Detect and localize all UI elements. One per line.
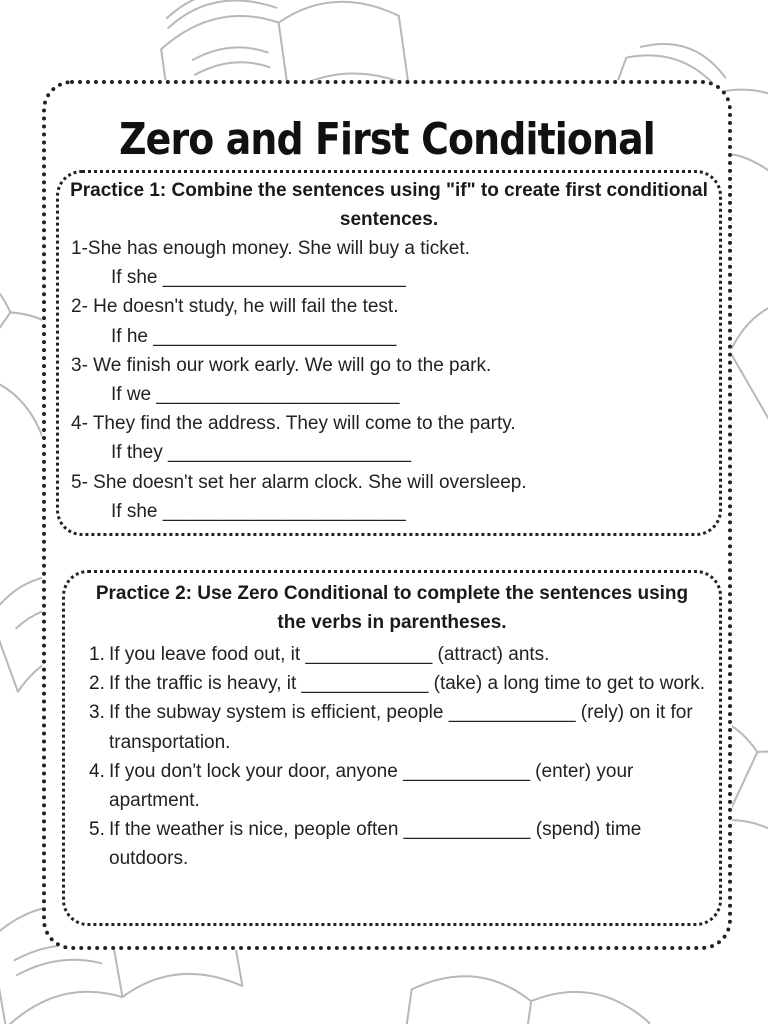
practice-2-item — [89, 669, 719, 698]
practice-1-box — [56, 170, 722, 536]
practice-1-sentence: 2- He doesn't study, he will fail the test. — [71, 296, 399, 318]
practice-1-answer-line[interactable]: If we _______________________ — [111, 384, 400, 406]
worksheet-title: Zero and First Conditional — [119, 114, 655, 165]
practice-2-heading: Practice 2: Use Zero Conditional to complete the sentences using the verbs in parentheses. — [95, 583, 689, 633]
practice-1-answer-line[interactable]: If she _______________________ — [111, 500, 406, 522]
item-text[interactable]: If the traffic is heavy, it ____________ (take) a long time to get to work. — [109, 673, 706, 695]
practice-1-sentence: 1-She has enough money. She will buy a ticket. — [71, 238, 470, 259]
practice-1-answer-line[interactable]: If he _______________________ — [111, 325, 397, 347]
practice-1-answer-line[interactable]: If she _______________________ — [111, 267, 406, 289]
practice-2-item — [89, 640, 719, 669]
item-text[interactable]: If the subway system is efficient, people ____________ (rely) on it for transportation. — [109, 702, 693, 753]
item-number: 3. — [89, 702, 105, 724]
practice-1-sentence: 4- They find the address. They will come to the party. — [71, 413, 516, 435]
book-sketch-icon — [399, 968, 652, 1024]
item-text[interactable]: If you don't lock your door, anyone ____________ (enter) your apartment. — [109, 760, 634, 812]
practice-2-item — [89, 698, 719, 756]
practice-1-answer-line[interactable]: If they _______________________ — [111, 442, 412, 464]
item-number: 2. — [89, 673, 105, 695]
practice-1-heading: Practice 1: Combine the sentences using "if" to create first conditional sentences. — [70, 180, 708, 230]
practice-2-item — [89, 757, 719, 815]
worksheet-card — [42, 80, 732, 950]
practice-1-list — [59, 234, 719, 526]
practice-1-sentence: 3- We finish our work early. We will go to the park. — [71, 354, 492, 376]
practice-2-item — [89, 815, 719, 873]
item-number: 4. — [89, 760, 105, 782]
practice-1-sentence: 5- She doesn't set her alarm clock. She will oversleep. — [71, 471, 527, 493]
item-number: 5. — [89, 819, 105, 841]
practice-2-list — [65, 640, 719, 874]
item-text[interactable]: If you leave food out, it ____________ (attract) ants. — [109, 644, 550, 665]
practice-2-box — [62, 570, 722, 926]
item-number: 1. — [89, 644, 105, 665]
item-text[interactable]: If the weather is nice, people often ____________ (spend) time outdoors. — [109, 819, 642, 870]
